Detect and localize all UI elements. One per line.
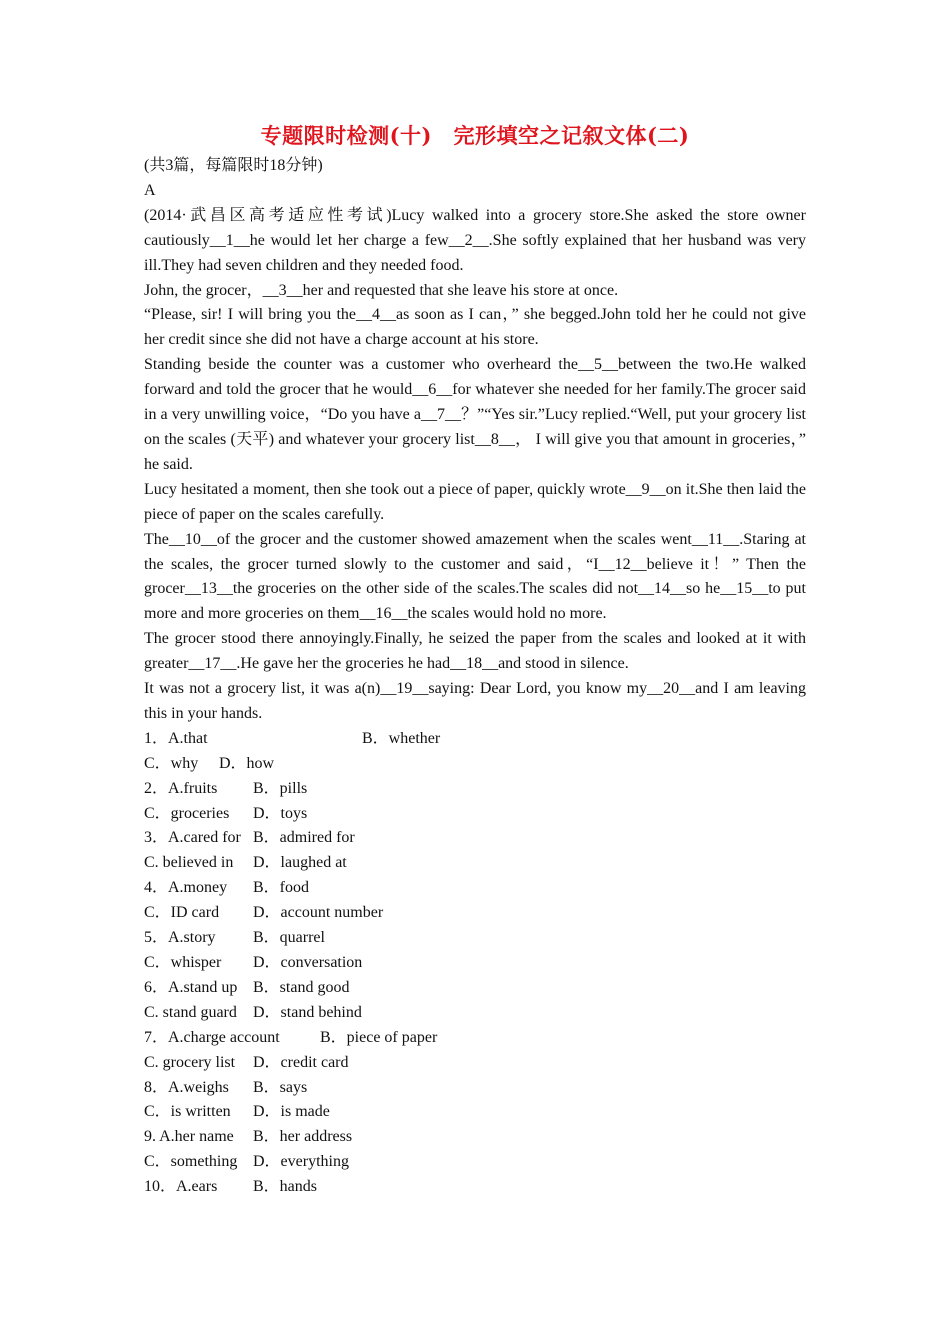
option-b: B．whether <box>362 729 441 747</box>
option-d: D．is made <box>253 1103 330 1121</box>
option-b: B．stand good <box>253 978 350 996</box>
option-c: C. believed in <box>144 854 234 872</box>
option-a: 7．A.charge account <box>144 1028 280 1046</box>
option-d: D．account number <box>253 904 384 922</box>
option-c: C．why <box>144 754 199 772</box>
option-b: B．her address <box>253 1128 353 1146</box>
option-row <box>144 876 806 901</box>
option-a: 4．A.money <box>144 879 228 897</box>
option-row <box>144 1150 806 1175</box>
paragraph-5: Lucy hesitated a moment, then she took out a piece of paper, quickly wrote__9__on it.She then laid the piece of paper on the scales carefully. <box>144 480 806 523</box>
option-row <box>144 976 806 1001</box>
option-a: 6．A.stand up <box>144 978 238 996</box>
paragraph-7: The grocer stood there annoyingly.Finally, he seized the paper from the scales and looked at it with greater__17__.He gave her the groceries he had__18__and stood in silence. <box>144 630 806 673</box>
paragraph-4: Standing beside the counter was a customer who overheard the__5__between the two.He walked forward and told the grocer that he would__6__for whatever she needed for her family.The grocer said in a very unwilling voice，“Do you have a__7__？”“Yes sir.”Lucy replied.“Well, put your grocery list on the scales (天平) and whatever your grocery list__8__， I will give you that amount in groceries，” he said. <box>144 356 806 473</box>
option-c: C. grocery list <box>144 1053 236 1071</box>
option-c: C．something <box>144 1153 238 1171</box>
option-row <box>144 1100 806 1125</box>
option-row <box>144 1175 806 1200</box>
option-row <box>144 951 806 976</box>
option-a: 2．A.fruits <box>144 779 218 797</box>
paragraph-2: John, the grocer，__3__her and requested that she leave his store at once. <box>144 281 619 299</box>
option-c: C．is written <box>144 1103 231 1121</box>
option-row <box>144 1026 806 1051</box>
option-row <box>144 1051 806 1076</box>
option-a: 8．A.weighs <box>144 1078 229 1096</box>
option-b: B．quarrel <box>253 929 325 947</box>
paragraph-6: The__10__of the grocer and the customer showed amazement when the scales went__11__.Staring at the scales, the grocer turned slowly to the customer and said，“I__12__believe it！” Then the grocer__13__the groceries on the other side of the scales.The scales did not__14__so he__15__to put more and more groceries on them__16__the scales would hold no more. <box>144 530 807 623</box>
option-row <box>144 1076 806 1101</box>
option-c: C. stand guard <box>144 1003 237 1021</box>
option-a: 5．A.story <box>144 929 216 947</box>
option-d: D．how <box>219 754 275 772</box>
option-row <box>144 777 806 802</box>
paragraph-3: “Please, sir! I will bring you the__4__as soon as I can，” she begged.John told her he could not give her credit since she did not have a charge account at his store. <box>144 306 806 349</box>
page-title: 专题限时检测(十) 完形填空之记叙文体(二) <box>260 123 690 148</box>
option-b: B．pills <box>253 779 308 797</box>
paragraph-8: It was not a grocery list, it was a(n)__19__saying: Dear Lord, you know my__20__and I am leaving this in your hands. <box>144 680 806 722</box>
paragraph-1: (2014·武昌区高考适应性考试)Lucy walked into a grocery store.She asked the store owner cautiously__1__he would let her charge a few__2__.She softly explained that her husband was very ill.They had seven children and they needed food. <box>144 206 806 274</box>
option-b: B．says <box>253 1078 308 1096</box>
option-d: D．credit card <box>253 1053 349 1071</box>
option-d: D．stand behind <box>253 1003 362 1021</box>
option-b: B．admired for <box>253 829 355 847</box>
option-a: 10．A.ears <box>144 1178 218 1196</box>
options-list <box>144 727 806 1200</box>
option-d: D．toys <box>253 804 308 822</box>
option-a: 1．A.that <box>144 729 208 747</box>
section-label: A <box>144 181 156 199</box>
option-row <box>144 1001 806 1026</box>
option-a: 9. A.her name <box>144 1128 234 1146</box>
option-row <box>144 926 806 951</box>
option-row <box>144 851 806 876</box>
option-row <box>144 802 806 827</box>
option-d: D．conversation <box>253 954 363 971</box>
option-d: D．everything <box>253 1153 349 1171</box>
option-a: 3．A.cared for <box>144 829 241 847</box>
option-row <box>144 1125 806 1150</box>
option-d: D．laughed at <box>253 854 347 872</box>
option-row <box>144 826 806 851</box>
option-c: C．whisper <box>144 954 222 971</box>
option-b: B．piece of paper <box>320 1028 438 1046</box>
option-b: B．hands <box>253 1178 318 1196</box>
document-page <box>144 118 806 1200</box>
option-c: C．ID card <box>144 904 220 922</box>
option-row <box>144 901 806 926</box>
option-b: B．food <box>253 879 310 897</box>
subtitle: (共3篇，每篇限时18分钟) <box>144 157 323 174</box>
option-c: C．groceries <box>144 804 230 822</box>
option-row <box>144 752 806 777</box>
option-row <box>144 727 806 752</box>
